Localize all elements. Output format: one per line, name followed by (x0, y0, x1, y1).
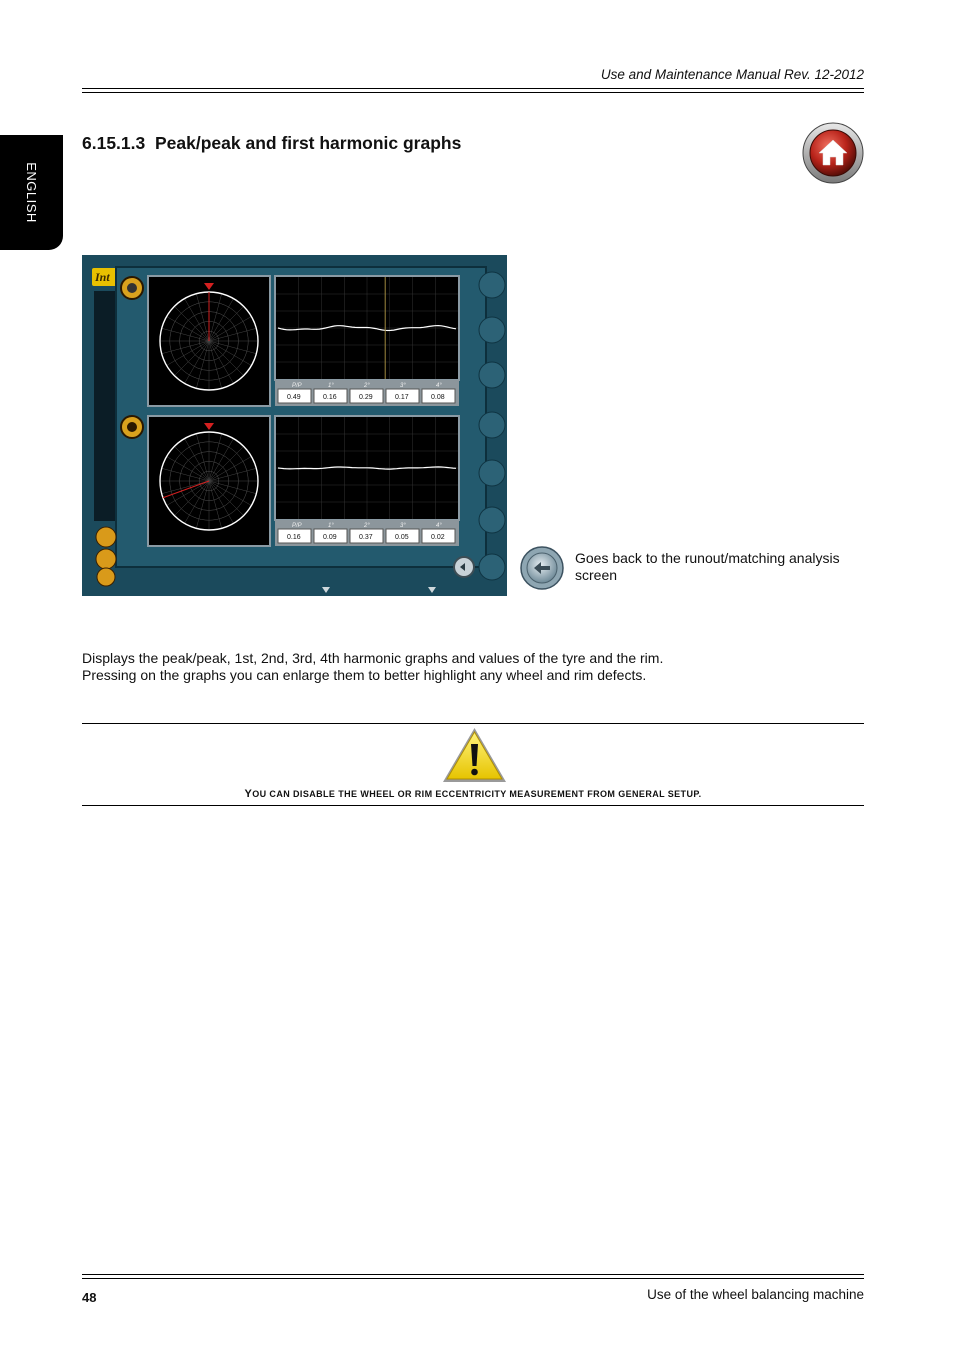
tyre-value-1: 0.16 (323, 394, 337, 401)
tyre-value-4: 0.08 (431, 394, 445, 401)
rim-panel (121, 416, 459, 546)
home-icon (802, 122, 864, 184)
tyre-label-3: 3° (400, 383, 406, 389)
rim-mode-icon (96, 549, 116, 569)
tyre-mode-icon (96, 527, 116, 547)
mode-icon (97, 568, 115, 586)
body-paragraph: Displays the peak/peak, 1st, 2nd, 3rd, 4th harmonic graphs and values of the tyre and the rim. (82, 650, 664, 666)
tyre-label-4: 4° (436, 383, 442, 389)
back-button[interactable] (520, 546, 564, 590)
rim-value-1: 0.09 (323, 534, 337, 541)
note-text (82, 788, 864, 800)
footer-rule (82, 1278, 864, 1279)
tyre-value-3: 0.17 (395, 394, 409, 401)
rim-label-4: 4° (436, 523, 442, 529)
rim-value-4: 0.02 (431, 534, 445, 541)
home-button[interactable] (802, 122, 864, 184)
language-tab-text-wrap (0, 135, 63, 250)
screenshot-canvas (82, 255, 507, 596)
tyre-label-2: 2° (364, 383, 370, 389)
note-rule (82, 805, 864, 806)
section-number: 6.15.1.3 (82, 133, 146, 153)
tyre-value-pp: 0.49 (287, 394, 301, 401)
int-badge-label: Int (95, 270, 110, 284)
manual-title: Use and Maintenance Manual Rev. 12-2012 (600, 67, 864, 82)
tyre-icon-hub (127, 283, 137, 293)
tyre-value-2: 0.29 (359, 394, 373, 401)
rim-label-pp: P/P (292, 523, 302, 529)
rim-label-3: 3° (400, 523, 406, 529)
back-arrow-icon (520, 546, 564, 590)
left-dark-strip (94, 291, 116, 521)
rim-label-2: 2° (364, 523, 370, 529)
note-body: OU CAN DISABLE THE WHEEL OR RIM ECCENTRICITY MEASUREMENT FROM GENERAL SETUP. (252, 789, 702, 799)
rim-value-2: 0.37 (359, 534, 373, 541)
header-rule (82, 88, 864, 89)
rim-label-1: 1° (328, 523, 334, 529)
note-rule (82, 723, 864, 724)
warning-triangle-icon (441, 726, 508, 784)
tyre-label-1: 1° (328, 383, 334, 389)
page-number: 48 (82, 1290, 97, 1305)
language-label: ENGLISH (23, 162, 39, 223)
body-paragraph: Pressing on the graphs you can enlarge them to better highlight any wheel and rim defects. (82, 667, 647, 683)
back-button-description: Goes back to the runout/matching analysis screen (575, 550, 840, 583)
tyre-panel (121, 276, 459, 406)
note-first-letter: Y (244, 788, 253, 800)
tyre-label-pp: P/P (292, 383, 302, 389)
chapter-title: Use of the wheel balancing machine (647, 1287, 864, 1302)
rim-value-pp: 0.16 (287, 534, 301, 541)
header-rule (82, 92, 864, 93)
section-title: Peak/peak and first harmonic graphs (154, 133, 462, 153)
rim-icon-hub (127, 422, 137, 432)
rim-value-3: 0.05 (395, 534, 409, 541)
section-heading (82, 133, 461, 154)
footer-rule (82, 1274, 864, 1275)
runout-screen-screenshot (82, 255, 507, 596)
